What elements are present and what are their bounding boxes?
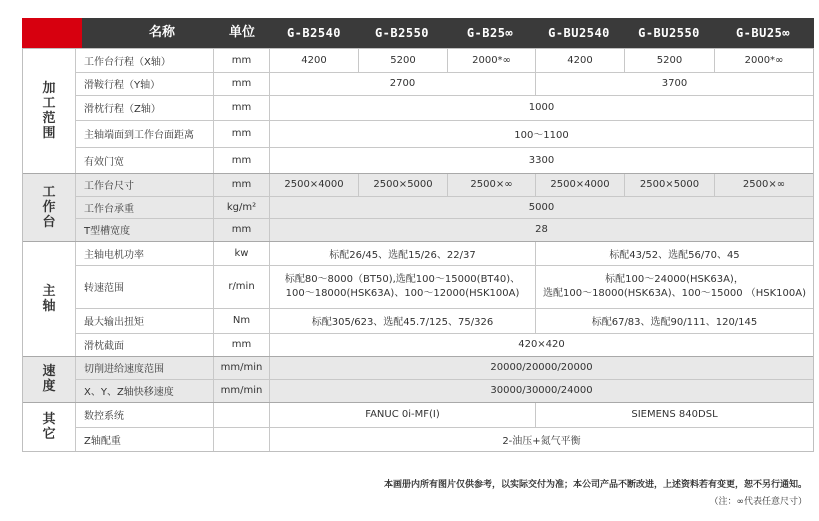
header-accent-red xyxy=(22,18,82,48)
cell-z-balance: 2-油压+氮气平衡 xyxy=(502,435,581,447)
row-name-table-load: 工作台承重 xyxy=(84,203,134,215)
speed-range-bu-line2: 选配100～18000(HSK63A)、100～15000 （HSK100A) xyxy=(542,287,807,299)
header-model-5: G-BU2550 xyxy=(638,26,700,40)
cell-ram-section: 420×420 xyxy=(518,339,565,350)
cell-cut-feed: 20000/20000/20000 xyxy=(490,362,593,373)
row-name-rapid: X、Y、Z轴快移速度 xyxy=(84,387,174,398)
cell-y-travel-bu: 3700 xyxy=(661,78,688,89)
row-name-spindle-dist: 主轴端面到工作台面距离 xyxy=(84,130,194,141)
cell-x-travel-5: 5200 xyxy=(656,55,683,66)
row-name-motor-power: 主轴电机功率 xyxy=(84,249,144,261)
header-model-4: G-BU2540 xyxy=(548,26,610,40)
cell-door-width: 3300 xyxy=(528,154,555,166)
cell-table-size-1: 2500×4000 xyxy=(284,179,344,190)
cell-torque-b: 标配305/623、选配45.7/125、75/326 xyxy=(311,317,494,328)
cell-x-travel-2: 5200 xyxy=(390,55,416,66)
cell-speed-range-bu xyxy=(536,265,813,308)
cell-cnc-bu: SIEMENS 840DSL xyxy=(631,409,718,420)
group-worktable: 工作台 xyxy=(42,184,56,230)
speed-range-b-line1: 标配80～8000（BT50),选配100～15000(BT40)、 xyxy=(284,273,521,285)
row-unit-motor-power: kw xyxy=(234,247,249,259)
header-unit: 单位 xyxy=(228,25,255,40)
cell-cnc-b: FANUC 0i-MF(I) xyxy=(365,409,440,420)
cell-y-travel-b: 2700 xyxy=(389,78,416,89)
header-model-3: G-B25∞ xyxy=(466,26,514,40)
row-unit-z-travel: mm xyxy=(231,102,252,113)
cell-tslot: 28 xyxy=(535,224,548,235)
row-unit-door-width: mm xyxy=(231,154,252,166)
row-unit-cnc xyxy=(214,402,269,427)
row-unit-z-balance xyxy=(214,427,269,451)
row-unit-ram-section: mm xyxy=(231,339,252,350)
group-speed: 速度 xyxy=(42,364,56,394)
row-unit-rapid: mm/min xyxy=(220,385,263,396)
group-spindle: 主轴 xyxy=(42,283,56,314)
cell-table-size-3: 2500×∞ xyxy=(470,179,513,190)
header-model-2: G-B2550 xyxy=(374,26,430,40)
cell-motor-power-b: 标配26/45、选配15/26、22/37 xyxy=(329,249,476,261)
cell-table-size-2: 2500×5000 xyxy=(373,179,433,190)
row-name-y-travel: 滑鞍行程（Y轴） xyxy=(84,80,161,91)
row-unit-table-size: mm xyxy=(231,179,252,190)
cell-x-travel-4: 4200 xyxy=(567,55,593,66)
row-name-cnc: 数控系统 xyxy=(84,411,124,422)
cell-x-travel-1: 4200 xyxy=(301,55,327,66)
cell-x-travel-6: 2000*∞ xyxy=(744,55,784,66)
row-name-torque: 最大输出扭矩 xyxy=(84,317,144,328)
row-unit-spindle-dist: mm xyxy=(231,128,252,139)
footer-disclaimer: 本画册内所有图片仅供参考，以实际交付为准；本公司产品不断改进，上述资料若有变更，恕不另行通知。 xyxy=(383,480,807,490)
row-unit-speed-range: r/min xyxy=(228,281,255,292)
group-other: 其它 xyxy=(42,411,56,442)
row-name-z-travel: 滑枕行程（Z轴） xyxy=(84,104,161,115)
spec-table xyxy=(22,48,814,452)
row-name-z-balance: Z轴配重 xyxy=(84,435,121,447)
group-machining: 加工范围 xyxy=(42,81,56,141)
row-name-ram-section: 滑枕截面 xyxy=(84,341,124,352)
cell-table-size-6: 2500×∞ xyxy=(742,179,786,190)
row-unit-torque: Nm xyxy=(232,315,251,326)
header-name: 名称 xyxy=(148,25,175,40)
row-unit-table-load: kg/m² xyxy=(226,201,257,213)
cell-table-size-5: 2500×5000 xyxy=(639,179,700,190)
cell-torque-bu: 标配67/83、选配90/111、120/145 xyxy=(591,317,758,328)
cell-rapid: 30000/30000/24000 xyxy=(490,385,593,396)
cell-speed-range-b xyxy=(270,265,535,308)
cell-x-travel-3: 2000*∞ xyxy=(472,55,511,66)
header-model-6: G-BU25∞ xyxy=(735,26,791,40)
row-name-tslot: T型槽宽度 xyxy=(84,226,131,237)
speed-range-b-line2: 100～18000(HSK63A)、100～12000(HSK100A) xyxy=(285,287,520,299)
row-unit-cut-feed: mm/min xyxy=(220,362,263,373)
footer-note: （注：∞代表任意尺寸） xyxy=(709,497,807,507)
row-name-cut-feed: 切削进给速度范围 xyxy=(84,364,164,375)
speed-range-bu-line1: 标配100～24000(HSK63A)， xyxy=(605,273,744,285)
row-unit-tslot: mm xyxy=(231,224,252,235)
cell-table-load: 5000 xyxy=(528,201,555,213)
cell-z-travel: 1000 xyxy=(528,102,555,113)
header-model-1: G-B2540 xyxy=(286,26,342,40)
row-unit-x-travel: mm xyxy=(231,55,252,66)
row-name-door-width: 有效门宽 xyxy=(84,156,124,168)
row-name-x-travel: 工作台行程（X轴） xyxy=(84,57,171,68)
row-name-table-size: 工作台尺寸 xyxy=(84,181,134,192)
row-unit-y-travel: mm xyxy=(231,78,252,89)
cell-table-size-4: 2500×4000 xyxy=(550,179,610,190)
cell-motor-power-bu: 标配43/52、选配56/70、45 xyxy=(609,249,740,261)
row-name-speed-range: 转速范围 xyxy=(84,283,124,294)
cell-spindle-dist: 100～1100 xyxy=(514,130,569,141)
table-header xyxy=(22,18,814,48)
